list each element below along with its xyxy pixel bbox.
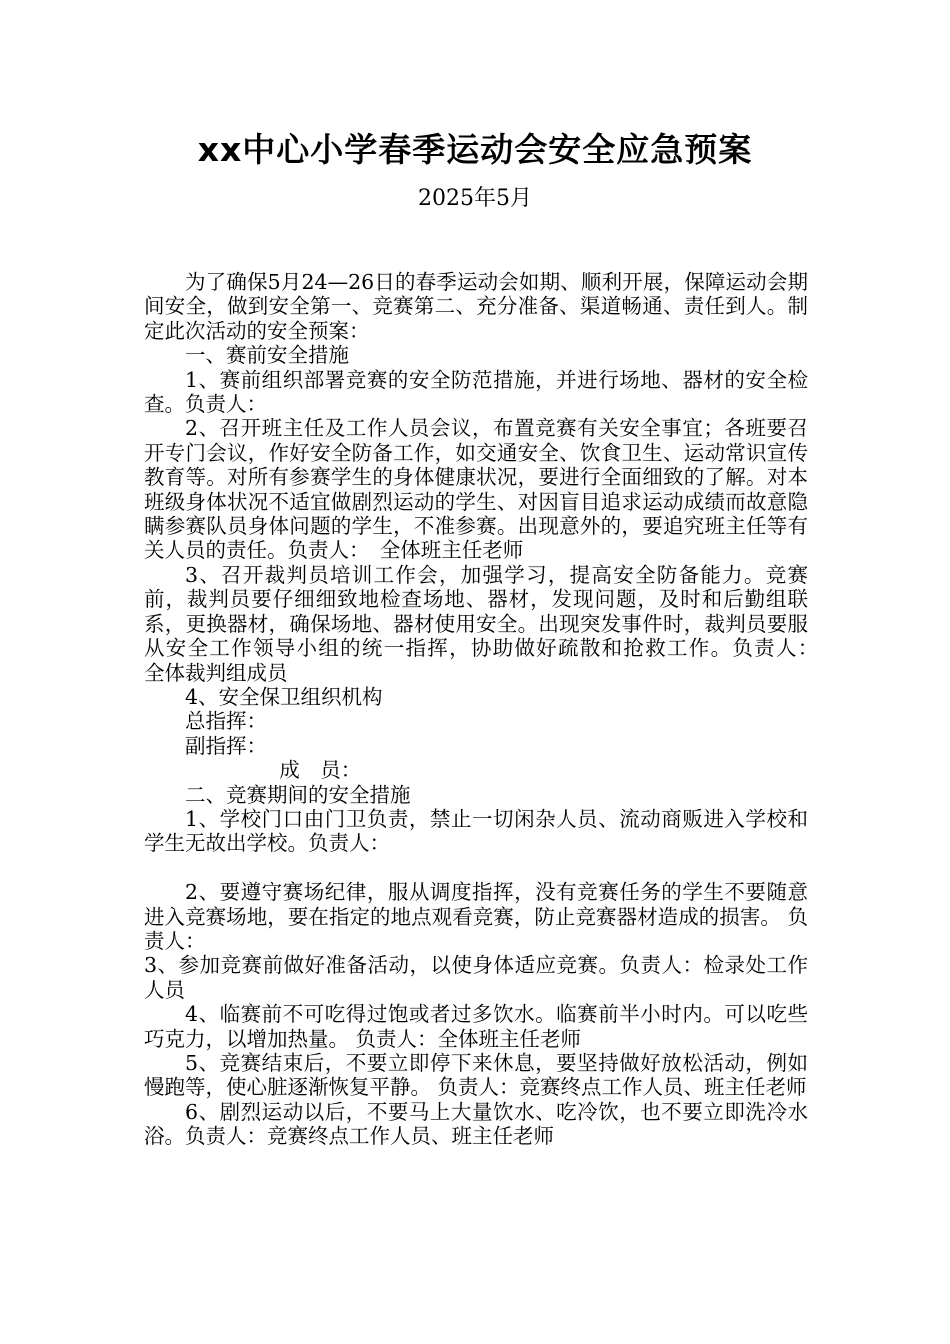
paragraph-item: 6、剧烈运动以后，不要马上大量饮水、吃冷饮，也不要立即洗冷水浴。负责人：竞赛终点工作人员、班主任老师 <box>144 1099 808 1149</box>
document-body <box>144 270 829 1149</box>
section-heading-during-competition: 二、竞赛期间的安全措施 <box>185 782 411 807</box>
paragraph-item: 2、召开班主任及工作人员会议，布置竞赛有关安全事宜；各班要召开专门会议，作好安全防备工作，如交通安全、饮食卫生、运动常识宣传教育等。对所有参赛学生的身体健康状况，要进行全面细致的了解。对本班级身体状况不适宜做剧烈运动的学生、对因盲目追求运动成绩而故意隐瞒参赛队员身体问题的学生，不准参赛。出现意外的，要追究班主任等有关人员的责任。负责人： 全体班主任老师 <box>144 416 808 563</box>
paragraph-item: 5、竞赛结束后，不要立即停下来休息，要坚持做好放松活动，例如慢跑等，使心脏逐渐恢复平静。 负责人：竞赛终点工作人员、班主任老师 <box>144 1050 808 1100</box>
deputy-commander-line: 副指挥： <box>185 733 267 758</box>
paragraph-item: 4、安全保卫组织机构 <box>185 684 383 709</box>
paragraph-item: 3、参加竞赛前做好准备活动，以使身体适应竞赛。负责人：检录处工作人员 <box>144 953 808 1002</box>
paragraph-item: 1、学校门口由门卫负责，禁止一切闲杂人员、流动商贩进入学校和学生无故出学校。负责人： <box>144 806 808 856</box>
members-line: 成 员： <box>279 758 362 783</box>
document-title: xx中心小学春季运动会安全应急预案 <box>197 130 753 169</box>
document-date: 2025年5月 <box>418 186 532 211</box>
paragraph-item: 3、召开裁判员培训工作会，加强学习，提高安全防备能力。竞赛前，裁判员要仔细细致地检查场地、器材，发现问题，及时和后勤组联系，更换器材，确保场地、器材使用安全。出现突发事件时，裁判员要服从安全工作领导小组的统一指挥，协助做好疏散和抢救工作。负责人： 全体裁判组成员 <box>144 562 829 685</box>
section-heading-pre-competition: 一、赛前安全措施 <box>185 343 349 368</box>
paragraph-item: 1、赛前组织部署竞赛的安全防范措施，并进行场地、器材的安全检查。负责人： <box>144 367 808 417</box>
blank-line <box>144 856 808 880</box>
paragraph-item: 4、临赛前不可吃得过饱或者过多饮水。临赛前半小时内。可以吃些巧克力，以增加热量。 负责人：全体班主任老师 <box>144 1002 808 1051</box>
commander-line: 总指挥： <box>185 709 267 734</box>
paragraph-item: 2、要遵守赛场纪律，服从调度指挥，没有竞赛任务的学生不要随意进入竞赛场地，要在指定的地点观看竞赛，防止竞赛器材造成的损害。 负责人： <box>144 880 808 953</box>
intro-paragraph: 为了确保5月24—26日的春季运动会如期、顺利开展，保障运动会期间安全，做到安全第一、竞赛第二、充分准备、渠道畅通、责任到人。制定此次活动的安全预案： <box>144 270 808 343</box>
